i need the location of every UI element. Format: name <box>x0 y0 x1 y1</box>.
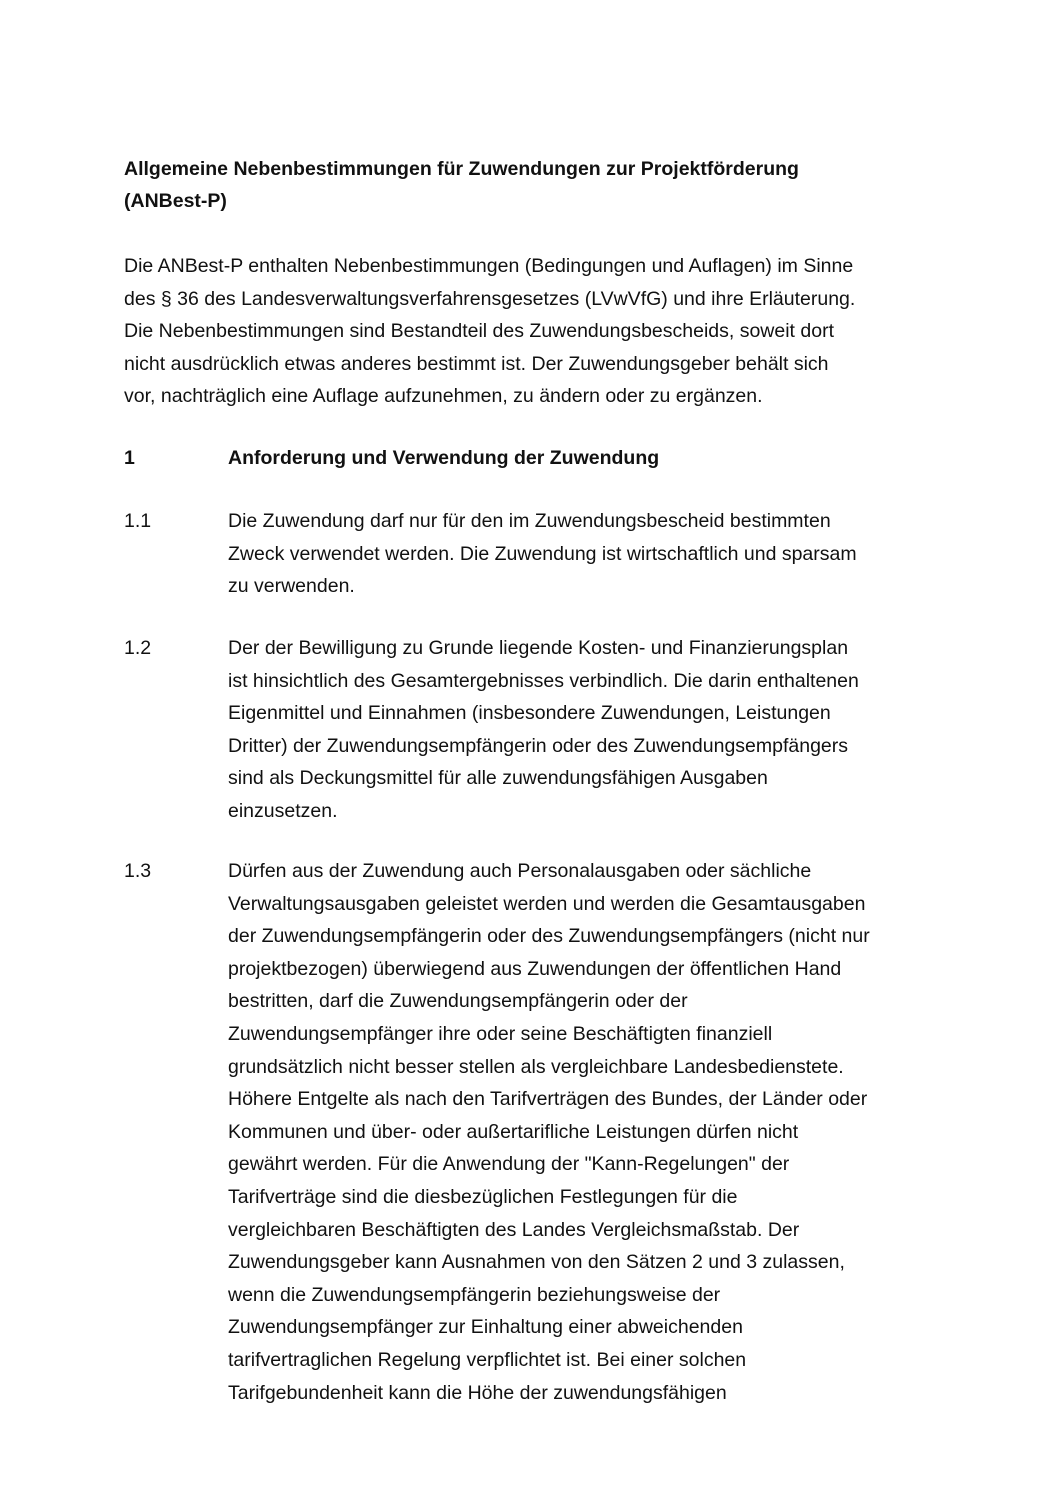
clause-line: Verwaltungsausgaben geleistet werden und werden die Gesamtausgaben <box>228 892 866 915</box>
clause-line: grundsätzlich nicht besser stellen als vergleichbare Landesbedienstete. <box>228 1055 844 1078</box>
clause-line: Kommunen und über- oder außertarifliche Leistungen dürfen nicht <box>228 1120 799 1143</box>
clause-line: gewährt werden. Für die Anwendung der "Kann-Regelungen" der <box>228 1153 790 1176</box>
clause-line: einzusetzen. <box>228 799 338 822</box>
clause-line: bestritten, darf die Zuwendungsempfängerin oder der <box>228 990 688 1013</box>
document-title-line: (ANBest-P) <box>124 190 227 212</box>
clause-number: 1.2 <box>124 637 152 659</box>
clause-line: Höhere Entgelte als nach den Tarifverträgen des Bundes, der Länder oder <box>228 1088 868 1111</box>
clause-line: Tarifverträge sind die diesbezüglichen Festlegungen für die <box>228 1185 738 1208</box>
intro-line: Die ANBest-P enthalten Nebenbestimmungen (Bedingungen und Auflagen) im Sinne <box>124 255 854 277</box>
clause-line: Zweck verwendet werden. Die Zuwendung ist wirtschaftlich und sparsam <box>228 542 857 565</box>
clause-line: ist hinsichtlich des Gesamtergebnisses verbindlich. Die darin enthaltenen <box>228 669 859 692</box>
clause-line: Die Zuwendung darf nur für den im Zuwendungsbescheid bestimmten <box>228 510 831 532</box>
clause-line: Der der Bewilligung zu Grunde liegende Kosten- und Finanzierungsplan <box>228 637 849 659</box>
section-title: Anforderung und Verwendung der Zuwendung <box>228 447 660 469</box>
clause-line: Zuwendungsempfänger zur Einhaltung einer abweichenden <box>228 1316 743 1339</box>
intro-line: nicht ausdrücklich etwas anderes bestimmt ist. Der Zuwendungsgeber behält sich <box>124 352 829 375</box>
clause-line: Zuwendungsgeber kann Ausnahmen von den Sätzen 2 und 3 zulassen, <box>228 1251 845 1274</box>
clause-line: Dritter) der Zuwendungsempfängerin oder des Zuwendungsempfängers <box>228 734 849 757</box>
clause-line: der Zuwendungsempfängerin oder des Zuwendungsempfängers (nicht nur <box>228 925 870 948</box>
document-title-line: Allgemeine Nebenbestimmungen für Zuwendungen zur Projektförderung <box>124 158 799 180</box>
clause-line: Dürfen aus der Zuwendung auch Personalausgaben oder sächliche <box>228 860 812 882</box>
clause-line: vergleichbaren Beschäftigten des Landes Vergleichsmaßstab. Der <box>228 1218 800 1241</box>
clause-number: 1.3 <box>124 860 152 882</box>
clause-line: wenn die Zuwendungsempfängerin beziehungsweise der <box>228 1283 721 1306</box>
intro-line: des § 36 des Landesverwaltungsverfahrensgesetzes (LVwVfG) und ihre Erläuterung. <box>124 287 856 310</box>
clause-line: projektbezogen) überwiegend aus Zuwendungen der öffentlichen Hand <box>228 957 842 980</box>
clause-text <box>228 632 944 828</box>
section-number: 1 <box>124 447 135 469</box>
clause-number: 1.1 <box>124 510 152 532</box>
clause-line: Eigenmittel und Einnahmen (insbesondere Zuwendungen, Leistungen <box>228 702 831 725</box>
clause-line: Zuwendungsempfänger ihre oder seine Beschäftigten finanziell <box>228 1022 773 1045</box>
clause-text <box>228 505 944 603</box>
intro-line: Die Nebenbestimmungen sind Bestandteil des Zuwendungsbescheids, soweit dort <box>124 320 834 342</box>
intro-paragraph <box>124 250 944 413</box>
document-title <box>124 153 944 217</box>
clause-line: tarifvertraglichen Regelung verpflichtet ist. Bei einer solchen <box>228 1348 747 1371</box>
clause-line: zu verwenden. <box>228 575 355 598</box>
clause-line: Tarifgebundenheit kann die Höhe der zuwendungsfähigen <box>228 1381 727 1404</box>
clause-text <box>228 855 944 1409</box>
intro-line: vor, nachträglich eine Auflage aufzunehmen, zu ändern oder zu ergänzen. <box>124 385 763 407</box>
clause-line: sind als Deckungsmittel für alle zuwendungsfähigen Ausgaben <box>228 767 768 790</box>
